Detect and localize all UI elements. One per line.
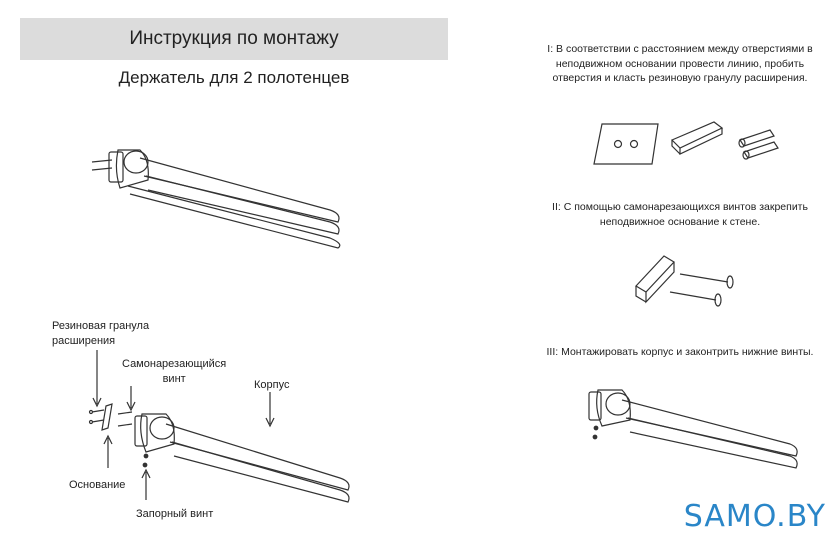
- step-2-line-1: II: С помощью самонарезающихся винтов закрепить: [552, 201, 808, 213]
- page-title-text: Инструкция по монтажу: [129, 28, 339, 49]
- label-rubber-plug: [52, 319, 149, 349]
- label-rubber-plug-line1: Резиновая гранула: [52, 320, 150, 332]
- step-1-line-3: отверстия и класть резиновую гранулу расширения.: [552, 72, 808, 84]
- page-subtitle: Держатель для 2 полотенцев: [118, 68, 350, 87]
- step2-parts-illustration: [636, 256, 733, 306]
- label-rubber-plug-line2: расширения: [52, 335, 116, 347]
- label-lock-screw: Запорный винт: [136, 508, 214, 520]
- label-screw-line2: винт: [162, 373, 186, 385]
- step3-assembly-illustration: [589, 390, 797, 468]
- label-body: Корпус: [254, 379, 290, 391]
- towel-holder-illustration-main: [92, 150, 340, 248]
- step-2-line-2: неподвижное основание к стене.: [599, 215, 761, 228]
- step-1-text: [520, 42, 840, 86]
- label-screw: [122, 357, 226, 387]
- step1-parts-illustration: [594, 122, 778, 164]
- label-base: Основание: [69, 479, 126, 491]
- step-3-line-1: III: Монтажировать корпус и законтрить нижние винты.: [546, 346, 814, 358]
- brand-logo: SAMO.BY: [683, 499, 826, 534]
- step-3-text: [520, 345, 840, 360]
- step-2-text: [520, 200, 840, 229]
- towel-holder-exploded-illustration: [90, 404, 350, 502]
- step-1-line-2: неподвижном основании провести линию, пробить: [555, 57, 805, 70]
- label-screw-line1: Самонарезающийся: [122, 358, 227, 370]
- step-1-line-1: I: В соответствии с расстоянием между отверстиями в: [547, 43, 813, 55]
